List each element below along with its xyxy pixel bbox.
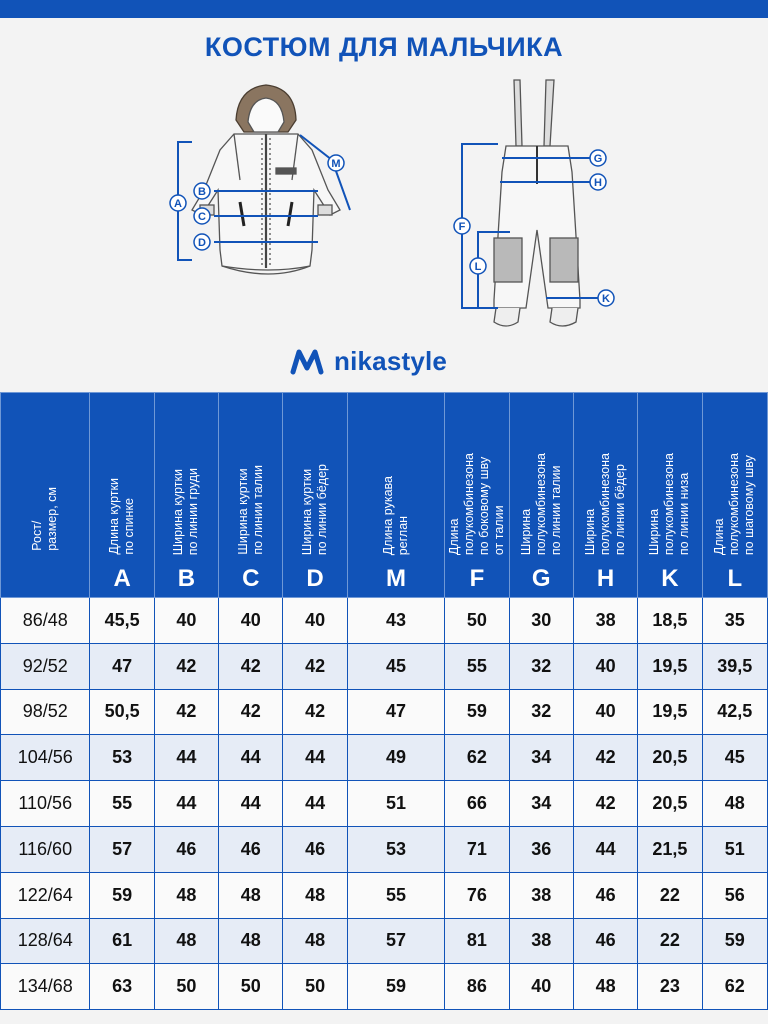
table-row (1, 964, 768, 1010)
column-header-label: Рост/ размер, см (30, 487, 60, 551)
column-header (347, 393, 445, 598)
column-header-letter: F (469, 565, 485, 592)
size-cell: 134/68 (1, 964, 90, 1010)
column-header-label: Длина рукава реглан (381, 475, 411, 555)
table-body (1, 598, 768, 1010)
column-header-label: Ширина куртки по линии груди (171, 467, 201, 555)
measurement-cell: 66 (445, 781, 509, 827)
measurement-cell: 46 (573, 918, 637, 964)
measurement-cell: 76 (445, 872, 509, 918)
measurement-cell: 42 (283, 643, 347, 689)
measurement-cell: 44 (573, 826, 637, 872)
measurement-cell: 36 (509, 826, 573, 872)
column-header (1, 393, 90, 598)
overalls-illustration (494, 80, 580, 326)
measurement-cell: 61 (90, 918, 154, 964)
size-cell: 98/52 (1, 689, 90, 735)
measurement-cell: 59 (347, 964, 445, 1010)
measurement-cell: 45 (347, 643, 445, 689)
measurement-cell: 62 (702, 964, 767, 1010)
measurement-cell: 59 (445, 689, 509, 735)
measurement-cell: 21,5 (638, 826, 702, 872)
measurement-cell: 51 (347, 781, 445, 827)
measurement-cell: 48 (154, 918, 218, 964)
measurement-cell: 46 (573, 872, 637, 918)
measurement-cell: 50,5 (90, 689, 154, 735)
measurement-cell: 86 (445, 964, 509, 1010)
measurement-cell: 40 (219, 598, 283, 644)
measurement-cell: 44 (283, 735, 347, 781)
measurement-cell: 50 (283, 964, 347, 1010)
measurement-cell: 46 (154, 826, 218, 872)
measurement-cell: 42 (573, 735, 637, 781)
jacket-illustration (192, 85, 340, 274)
column-header (90, 393, 154, 598)
size-cell: 116/60 (1, 826, 90, 872)
column-header (283, 393, 347, 598)
measurement-cell: 46 (219, 826, 283, 872)
measurement-cell: 44 (283, 781, 347, 827)
size-cell: 128/64 (1, 918, 90, 964)
table-row (1, 643, 768, 689)
measurement-cell: 38 (573, 598, 637, 644)
measurement-cell: 39,5 (702, 643, 767, 689)
column-header-letter: C (242, 565, 260, 592)
measurement-cell: 32 (509, 643, 573, 689)
measurement-cell: 55 (347, 872, 445, 918)
column-header-label: Длина полукомбинезона по шаговому шву (712, 452, 757, 555)
svg-text:F: F (458, 221, 466, 233)
measurement-cell: 40 (573, 689, 637, 735)
measurement-cell: 40 (283, 598, 347, 644)
measurement-cell: 57 (347, 918, 445, 964)
size-cell: 104/56 (1, 735, 90, 781)
column-header (702, 393, 767, 598)
measurement-cell: 48 (573, 964, 637, 1010)
page-title: КОСТЮМ ДЛЯ МАЛЬЧИКА (204, 32, 564, 62)
measurement-cell: 51 (702, 826, 767, 872)
measurement-cell: 48 (219, 918, 283, 964)
table-row (1, 598, 768, 644)
measurement-cell: 38 (509, 918, 573, 964)
measurement-cell: 62 (445, 735, 509, 781)
column-header-letter: K (661, 565, 679, 592)
column-header-letter: H (596, 565, 615, 592)
size-cell: 110/56 (1, 781, 90, 827)
svg-text:C: C (198, 211, 206, 223)
measurement-cell: 44 (219, 781, 283, 827)
column-header (445, 393, 509, 598)
measurement-cell: 42 (219, 643, 283, 689)
measurement-cell: 47 (347, 689, 445, 735)
measurement-cell: 22 (638, 872, 702, 918)
svg-text:G: G (593, 153, 603, 165)
measurement-cell: 42,5 (702, 689, 767, 735)
measurement-cell: 19,5 (638, 689, 702, 735)
size-cell: 122/64 (1, 872, 90, 918)
column-header-label: Длина полукомбинезона по боковому шву от талии (446, 452, 506, 555)
measurement-cell: 22 (638, 918, 702, 964)
column-header (154, 393, 218, 598)
table-row (1, 918, 768, 964)
column-header (638, 393, 702, 598)
measurement-cell: 42 (154, 689, 218, 735)
table-row (1, 826, 768, 872)
measurement-cell: 20,5 (638, 781, 702, 827)
measurement-cell: 53 (347, 826, 445, 872)
column-header-letter: L (727, 565, 743, 592)
column-header-label: Ширина полукомбинезона по линии бёдер (583, 452, 628, 555)
column-header (219, 393, 283, 598)
measurement-cell: 44 (154, 781, 218, 827)
measurement-cell: 47 (90, 643, 154, 689)
measurement-cell: 59 (702, 918, 767, 964)
measurement-cell: 42 (219, 689, 283, 735)
measurement-cell: 53 (90, 735, 154, 781)
measurement-cell: 48 (702, 781, 767, 827)
measurement-cell: 48 (154, 872, 218, 918)
measurement-cell: 46 (283, 826, 347, 872)
measurement-cell: 45,5 (90, 598, 154, 644)
measurement-cell: 49 (347, 735, 445, 781)
measurement-cell: 50 (219, 964, 283, 1010)
column-header-letter: G (531, 565, 551, 592)
measurement-cell: 57 (90, 826, 154, 872)
column-header-label: Ширина полукомбинезона по линии талии (518, 452, 563, 555)
measurement-cell: 40 (154, 598, 218, 644)
svg-text:H: H (594, 177, 602, 189)
measurement-cell: 48 (283, 872, 347, 918)
measurement-cell: 20,5 (638, 735, 702, 781)
measurement-cell: 40 (573, 643, 637, 689)
size-cell: 92/52 (1, 643, 90, 689)
measurement-cell: 23 (638, 964, 702, 1010)
svg-text:B: B (198, 186, 206, 198)
measurement-cell: 56 (702, 872, 767, 918)
measurement-cell: 63 (90, 964, 154, 1010)
measurement-cell: 50 (154, 964, 218, 1010)
measurement-cell: 35 (702, 598, 767, 644)
measurement-cell: 42 (283, 689, 347, 735)
measurement-cell: 34 (509, 781, 573, 827)
measurement-cell: 43 (347, 598, 445, 644)
measurement-cell: 71 (445, 826, 509, 872)
column-header (573, 393, 637, 598)
measurement-cell: 44 (154, 735, 218, 781)
svg-text:M: M (331, 158, 341, 170)
size-table-wrap (0, 392, 768, 1010)
measurement-cell: 19,5 (638, 643, 702, 689)
top-bar (0, 0, 768, 18)
brand-logo (290, 344, 447, 378)
column-header-label: Ширина куртки по линии бёдер (300, 463, 330, 555)
table-row (1, 781, 768, 827)
table-row (1, 689, 768, 735)
measurement-cell: 34 (509, 735, 573, 781)
column-header (509, 393, 573, 598)
measurement-cell: 48 (283, 918, 347, 964)
table-row (1, 735, 768, 781)
measurement-cell: 55 (445, 643, 509, 689)
column-header-letter: D (306, 565, 324, 592)
size-cell: 86/48 (1, 598, 90, 644)
measurement-cell: 50 (445, 598, 509, 644)
measurement-cell: 30 (509, 598, 573, 644)
table-row (1, 872, 768, 918)
column-header-letter: A (113, 565, 131, 592)
measurement-cell: 81 (445, 918, 509, 964)
column-header-letter: B (177, 565, 196, 592)
table-header-row (1, 393, 768, 598)
measurement-cell: 32 (509, 689, 573, 735)
brand-mark-icon (290, 346, 324, 376)
measurement-cell: 59 (90, 872, 154, 918)
column-header-label: Ширина полукомбинезона по линии низа (647, 452, 692, 555)
measurement-cell: 42 (154, 643, 218, 689)
column-header-label: Ширина куртки по линии талии (235, 465, 265, 555)
measurement-cell: 55 (90, 781, 154, 827)
measurement-cell: 18,5 (638, 598, 702, 644)
svg-text:D: D (198, 237, 206, 249)
measurement-cell: 45 (702, 735, 767, 781)
svg-text:L: L (474, 261, 482, 273)
svg-text:A: A (174, 198, 182, 210)
measurement-cell: 40 (509, 964, 573, 1010)
garment-diagram (0, 60, 768, 350)
size-table (0, 392, 768, 1010)
measurement-cell: 48 (219, 872, 283, 918)
svg-text:K: K (602, 293, 610, 305)
measurement-cell: 42 (573, 781, 637, 827)
measurement-cell: 44 (219, 735, 283, 781)
brand-name: nikastyle (334, 345, 448, 376)
measurement-cell: 38 (509, 872, 573, 918)
column-header-label: Длина куртки по спинке (107, 478, 137, 555)
column-header-letter: M (386, 565, 407, 592)
